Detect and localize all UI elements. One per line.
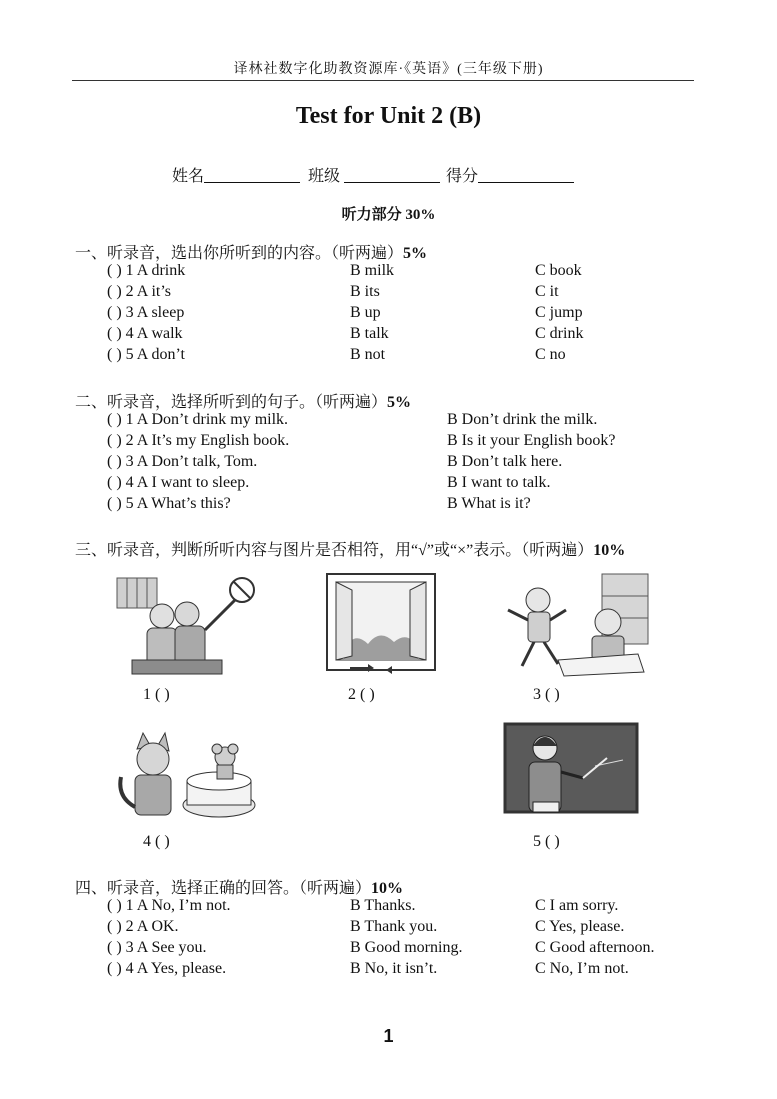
list-item: C no bbox=[535, 346, 566, 363]
list-item: ( ) 3 A Don’t talk, Tom. bbox=[107, 453, 258, 470]
list-item: B Is it your English book? bbox=[447, 432, 616, 449]
section3-heading: 三、听录音，判断所听内容与图片是否相符，用“√”或“×”表示。（听两遍）10% bbox=[75, 542, 626, 559]
list-item: B not bbox=[350, 346, 386, 363]
list-item: C book bbox=[535, 262, 582, 279]
class-label: 班级 bbox=[308, 168, 341, 185]
list-item: B up bbox=[350, 304, 381, 321]
score-label: 得分 bbox=[446, 168, 479, 185]
name-label: 姓名 bbox=[172, 168, 205, 185]
picture-5-teacher-blackboard bbox=[503, 722, 639, 832]
list-item: ( ) 3 A See you. bbox=[107, 939, 207, 956]
list-item: ( ) 4 A I want to sleep. bbox=[107, 474, 250, 491]
picture-1-caption: 1 ( ) bbox=[143, 686, 170, 703]
list-item: B talk bbox=[350, 325, 389, 342]
score-field bbox=[446, 163, 574, 186]
header-rule bbox=[72, 80, 694, 81]
list-item: C drink bbox=[535, 325, 584, 342]
list-item: ( ) 1 A drink bbox=[107, 262, 186, 279]
list-item: C Good afternoon. bbox=[535, 939, 655, 956]
list-item: B Thank you. bbox=[350, 918, 438, 935]
page-title: Test for Unit 2 (B) bbox=[295, 103, 482, 129]
list-item: ( ) 4 A Yes, please. bbox=[107, 960, 227, 977]
picture-1-girls-no-eating-sign bbox=[107, 568, 307, 680]
picture-2-open-window bbox=[322, 570, 440, 678]
section1-heading: 一、听录音，选出你所听到的内容。（听两遍）5% bbox=[75, 245, 428, 262]
list-item: B Don’t drink the milk. bbox=[447, 411, 598, 428]
picture-2-caption: 2 ( ) bbox=[348, 686, 375, 703]
list-item: ( ) 5 A What’s this? bbox=[107, 495, 231, 512]
list-item: B Thanks. bbox=[350, 897, 416, 914]
name-field bbox=[172, 163, 300, 186]
list-item: B Good morning. bbox=[350, 939, 463, 956]
section2-heading: 二、听录音，选择所听到的句子。（听两遍）5% bbox=[75, 394, 412, 411]
list-item: ( ) 3 A sleep bbox=[107, 304, 185, 321]
section4-heading: 四、听录音，选择正确的回答。（听两遍）10% bbox=[75, 880, 404, 897]
list-item: C jump bbox=[535, 304, 583, 321]
list-item: C No, I’m not. bbox=[535, 960, 629, 977]
picture-3-boy-running-girl-desk bbox=[488, 570, 652, 682]
list-item: ( ) 2 A it’s bbox=[107, 283, 172, 300]
list-item: ( ) 4 A walk bbox=[107, 325, 183, 342]
list-item: B milk bbox=[350, 262, 395, 279]
list-item: ( ) 1 A No, I’m not. bbox=[107, 897, 231, 914]
list-item: B No, it isn’t. bbox=[350, 960, 438, 977]
score-blank[interactable] bbox=[478, 166, 574, 183]
list-item: ( ) 2 A OK. bbox=[107, 918, 179, 935]
list-item: B its bbox=[350, 283, 380, 300]
picture-3-caption: 3 ( ) bbox=[533, 686, 560, 703]
list-item: B What is it? bbox=[447, 495, 531, 512]
picture-4-cat-mouse-cake bbox=[107, 727, 265, 827]
list-item: ( ) 5 A don’t bbox=[107, 346, 185, 363]
list-item: ( ) 2 A It’s my English book. bbox=[107, 432, 290, 449]
list-item: B Don’t talk here. bbox=[447, 453, 563, 470]
list-item: B I want to talk. bbox=[447, 474, 551, 491]
picture-5-caption: 5 ( ) bbox=[533, 833, 560, 850]
picture-4-caption: 4 ( ) bbox=[143, 833, 170, 850]
page-header: 译林社数字化助教资源库·《英语》(三年级下册) bbox=[233, 62, 544, 77]
list-item: C Yes, please. bbox=[535, 918, 625, 935]
name-blank[interactable] bbox=[204, 166, 300, 183]
page-number: 1 bbox=[383, 1026, 394, 1046]
class-blank[interactable] bbox=[344, 166, 440, 183]
list-item: C I am sorry. bbox=[535, 897, 619, 914]
listening-part-heading: 听力部分 30% bbox=[341, 207, 436, 223]
list-item: C it bbox=[535, 283, 559, 300]
class-field bbox=[308, 163, 440, 186]
list-item: ( ) 1 A Don’t drink my milk. bbox=[107, 411, 289, 428]
